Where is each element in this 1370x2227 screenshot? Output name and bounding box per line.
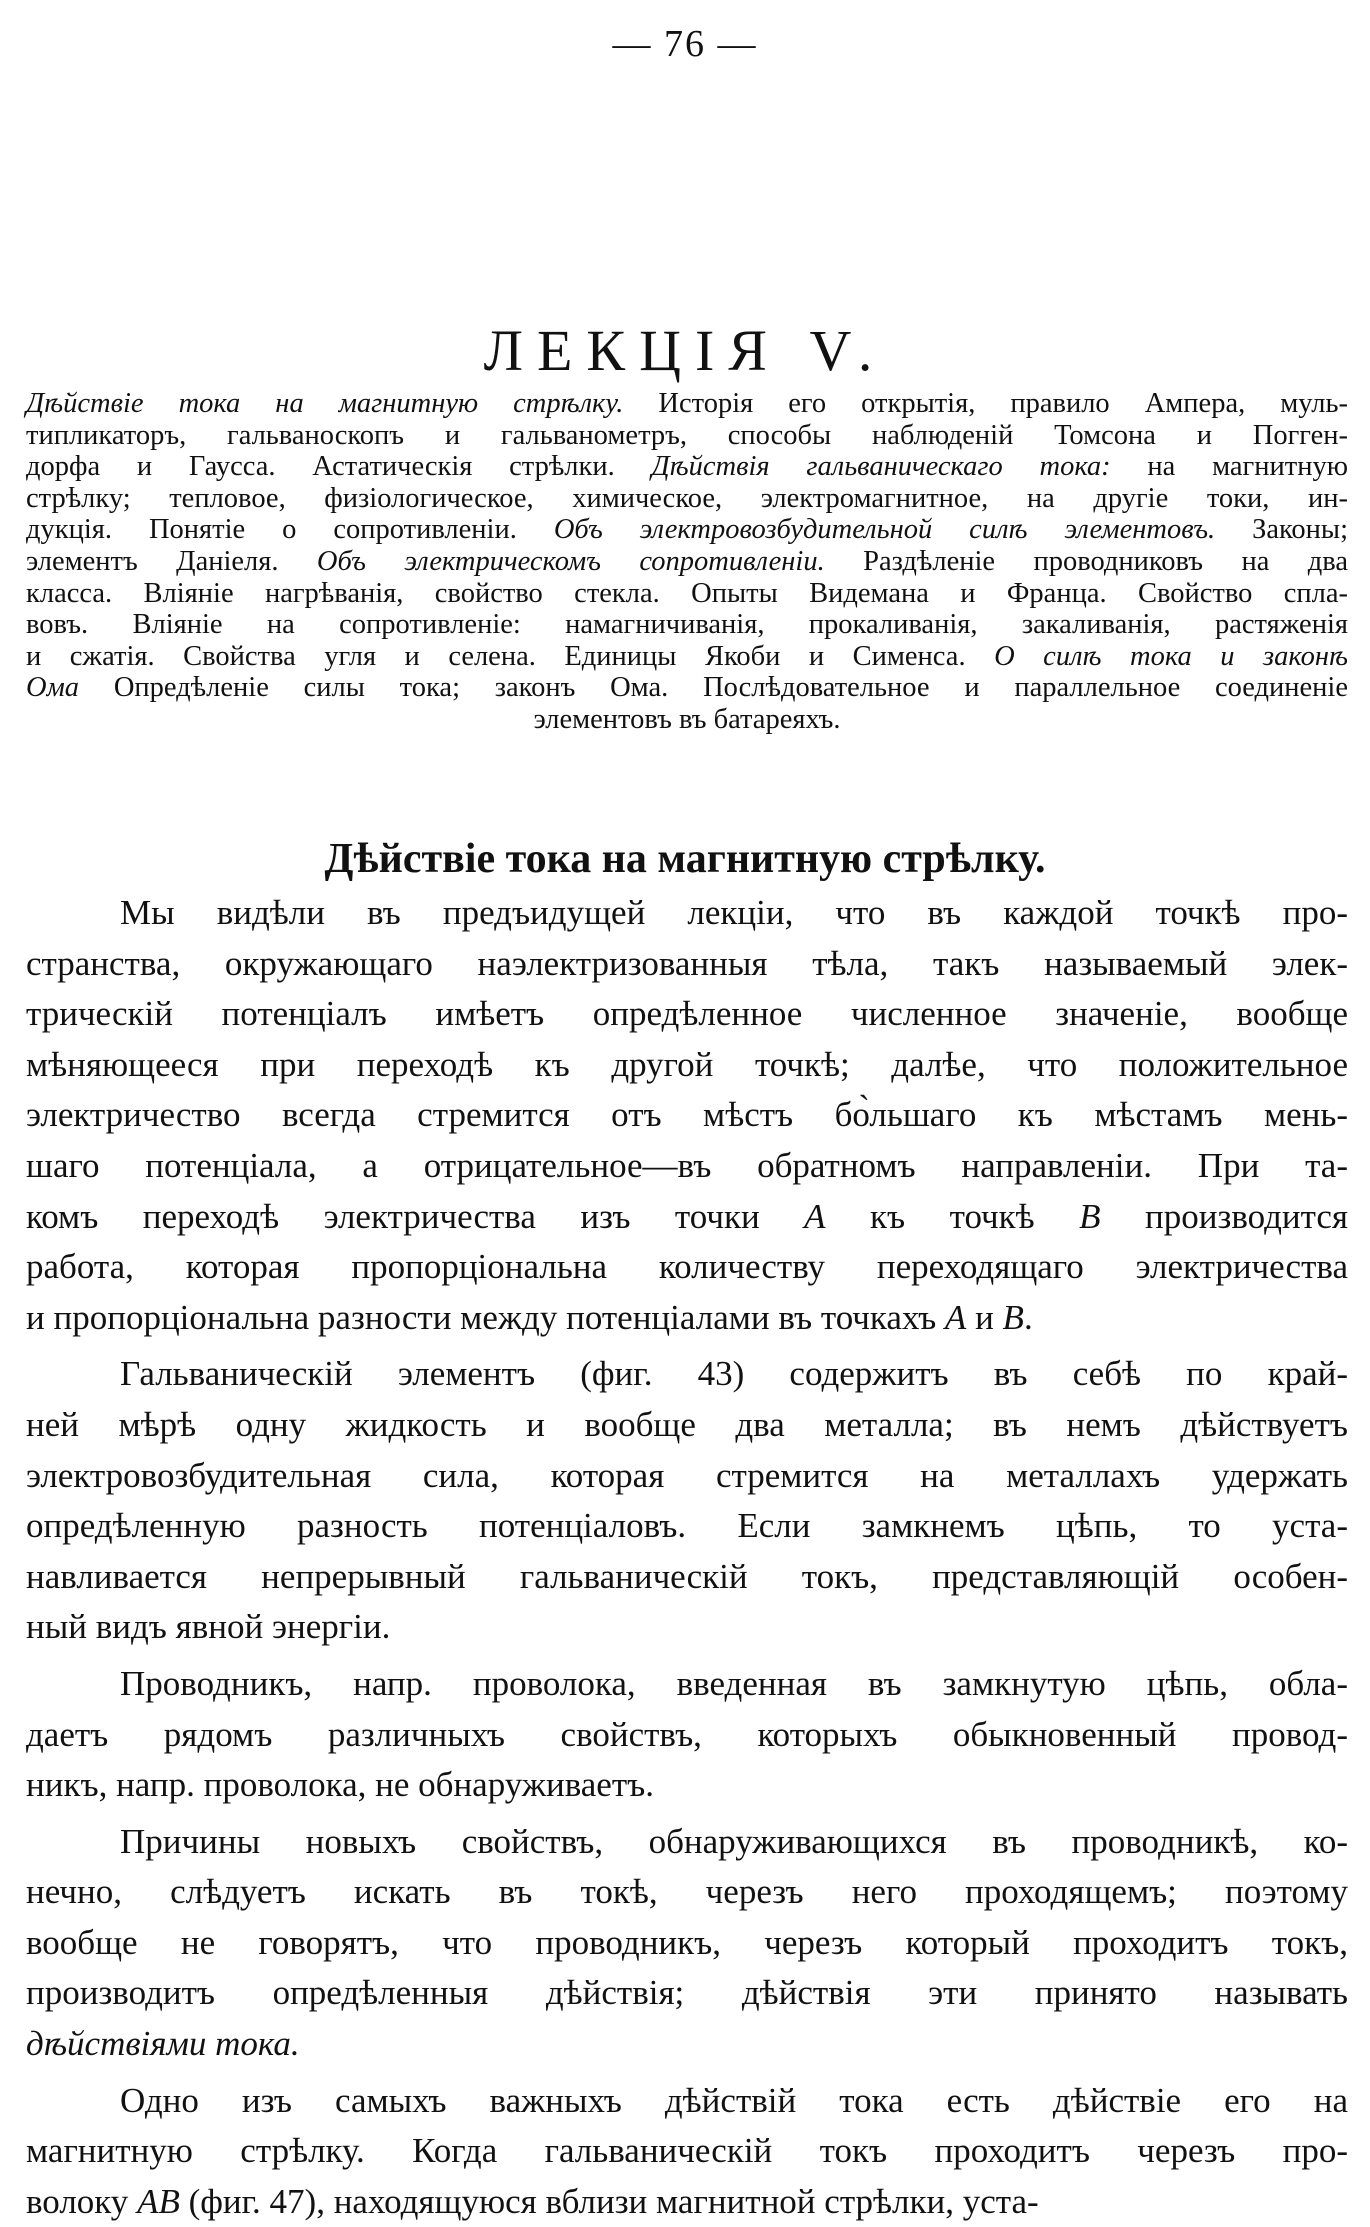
text-run: навливается непрерывный гальваническій токъ, представляющій особен- <box>26 1556 1348 1596</box>
text-run: Законы; <box>1215 514 1349 546</box>
body-text <box>26 888 1348 2227</box>
body-line <box>26 2177 1348 2227</box>
text-run: даетъ рядомъ различныхъ свойствъ, которыхъ обыкновенный провод- <box>26 1714 1348 1754</box>
text-run: производится <box>1100 1196 1348 1236</box>
text-run: Опредѣленіе силы тока; законъ Ома. Послѣдовательное и параллельное соединеніе <box>79 672 1348 704</box>
summary-line <box>26 546 1348 578</box>
body-line <box>26 1602 1348 1653</box>
text-run: дорфа и Гаусса. Астатическія стрѣлки. <box>26 451 652 483</box>
text-run: элементовъ въ батареяхъ. <box>533 703 841 735</box>
body-line <box>26 1090 1348 1141</box>
text-run: типликаторъ, гальваноскопъ и гальванометръ, способы наблюденій Томсона и Погген- <box>26 419 1348 451</box>
italic-text: A <box>944 1297 967 1337</box>
text-run: магнитную стрѣлку. Когда гальваническій токъ проходитъ черезъ про- <box>26 2131 1348 2171</box>
text-run: класса. Вліяніе нагрѣванія, свойство стекла. Опыты Видемана и Франца. Свойство спла- <box>26 577 1348 609</box>
body-line <box>26 2126 1348 2177</box>
italic-text: Ома <box>26 672 80 704</box>
text-run: странства, окружающаго наэлектризованныя тѣла, такъ называемый элек- <box>26 943 1348 983</box>
body-line <box>26 989 1348 1040</box>
body-line <box>26 1141 1348 1192</box>
text-run: къ точкѣ <box>825 1196 1080 1236</box>
summary-line <box>26 451 1348 483</box>
summary-line <box>26 483 1348 515</box>
italic-text: B <box>1079 1196 1101 1236</box>
text-run: комъ переходѣ электричества изъ точки <box>26 1196 805 1236</box>
text-run: и <box>966 1297 1003 1337</box>
body-line <box>26 888 1348 939</box>
body-line <box>26 939 1348 990</box>
body-line <box>26 1867 1348 1918</box>
body-line <box>26 1552 1348 1603</box>
body-line <box>26 1710 1348 1761</box>
text-run: Одно изъ самыхъ важныхъ дѣйствій тока есть дѣйствіе его на <box>120 2080 1348 2120</box>
italic-text: Объ электровозбудительной силѣ элементовъ. <box>553 514 1216 546</box>
body-line <box>26 1968 1348 2019</box>
text-run: никъ, напр. проволока, не обнаруживаетъ. <box>26 1765 654 1805</box>
page-number: — 76 — <box>612 23 758 65</box>
body-line <box>26 1293 1348 1344</box>
text-run: и сжатія. Свойства угля и селена. Единицы Якоби и Сименса. <box>26 640 995 672</box>
text-run: Причины новыхъ свойствъ, обнаруживающихся въ проводникѣ, ко- <box>120 1821 1348 1861</box>
body-line <box>26 1918 1348 1969</box>
text-run: электричество всегда стремится отъ мѣстъ бо̀льшаго къ мѣстамъ мень- <box>26 1095 1348 1135</box>
summary-line <box>26 420 1348 452</box>
lecture-title: ЛЕКЦІЯ V. <box>483 317 887 383</box>
text-run: вообще не говорятъ, что проводникъ, черезъ который проходитъ токъ, <box>26 1922 1348 1962</box>
text-run: элементъ Даніеля. <box>26 545 317 577</box>
italic-text: О силѣ тока и законѣ <box>994 640 1348 672</box>
italic-text: B <box>1002 1297 1024 1337</box>
text-run: шаго потенціала, а отрицательное—въ обратномъ направленіи. При та- <box>26 1145 1348 1185</box>
text-run: на магнитную <box>1110 451 1348 483</box>
body-line <box>26 1760 1348 1811</box>
text-run: работа, которая пропорціональна количеству переходящаго электричества <box>26 1247 1348 1287</box>
summary-line <box>26 514 1348 546</box>
body-line <box>26 2076 1348 2127</box>
body-line <box>26 1501 1348 1552</box>
text-run: трическій потенціалъ имѣетъ опредѣленное численное значеніе, вообще <box>26 994 1348 1034</box>
body-line <box>26 1192 1348 1243</box>
body-line <box>26 1242 1348 1293</box>
summary-line <box>26 641 1348 673</box>
text-run: опредѣленную разность потенціаловъ. Если замкнемъ цѣпь, то уста- <box>26 1506 1348 1546</box>
body-line <box>26 1400 1348 1451</box>
text-run: (фиг. 47), находящуюся вблизи магнитной стрѣлки, уста- <box>179 2181 1039 2221</box>
text-run: Проводникъ, напр. проволока, введенная въ замкнутую цѣпь, обла- <box>120 1663 1348 1703</box>
lecture-summary <box>26 388 1348 736</box>
text-run: . <box>1023 1297 1033 1337</box>
text-run: ный видъ явной энергіи. <box>26 1607 391 1647</box>
summary-line <box>26 672 1348 704</box>
text-run: электровозбудительная сила, которая стремится на металлахъ удержать <box>26 1455 1348 1495</box>
italic-text: Объ электрическомъ сопротивленіи. <box>316 545 825 577</box>
italic-text: Дѣйствія гальваническаго тока: <box>651 451 1111 483</box>
text-run: ней мѣрѣ одну жидкость и вообще два металла; въ немъ дѣйствуетъ <box>26 1404 1348 1444</box>
text-run: вовъ. Вліяніе на сопротивленіе: намагничиванія, прокаливанія, закаливанія, растяженія <box>26 609 1348 641</box>
section-heading: Дѣйствіе тока на магнитную стрѣлку. <box>324 835 1046 882</box>
italic-text: Дѣйствіе тока на магнитную стрѣлку. <box>26 388 624 419</box>
body-line <box>26 2019 1348 2070</box>
body-line <box>26 1659 1348 1710</box>
summary-line <box>26 578 1348 610</box>
text-run: волоку <box>26 2181 138 2221</box>
text-run: Гальваническій элементъ (фиг. 43) содержитъ въ себѣ по край- <box>120 1354 1348 1394</box>
summary-line <box>26 704 1348 736</box>
italic-text: AB <box>137 2181 180 2221</box>
text-run: Мы видѣли въ предъидущей лекціи, что въ каждой точкѣ про- <box>120 893 1348 932</box>
body-line <box>26 1349 1348 1400</box>
body-line <box>26 1817 1348 1868</box>
summary-line <box>26 609 1348 641</box>
text-run: Раздѣленіе проводниковъ на два <box>824 545 1349 577</box>
text-run: дукція. Понятіе о сопротивленіи. <box>26 514 554 546</box>
text-run: и пропорціональна разности между потенціалами въ точкахъ <box>26 1297 945 1337</box>
text-run: стрѣлку; тепловое, физіологическое, химическое, электромагнитное, на другіе токи, ин- <box>26 482 1348 514</box>
text-run: Исторія его открытія, правило Ампера, муль- <box>623 388 1348 419</box>
text-run: нечно, слѣдуетъ искать въ токѣ, черезъ него проходящемъ; поэтому <box>26 1872 1348 1912</box>
italic-text: A <box>804 1196 826 1236</box>
text-run: производитъ опредѣленныя дѣйствія; дѣйствія эти принято называть <box>26 1973 1348 2013</box>
body-line <box>26 1040 1348 1091</box>
summary-line <box>26 388 1348 420</box>
italic-text: дѣйствіями тока. <box>26 2024 300 2064</box>
text-run: мѣняющееся при переходѣ къ другой точкѣ; далѣе, что положительное <box>26 1044 1348 1084</box>
body-line <box>26 1451 1348 1502</box>
